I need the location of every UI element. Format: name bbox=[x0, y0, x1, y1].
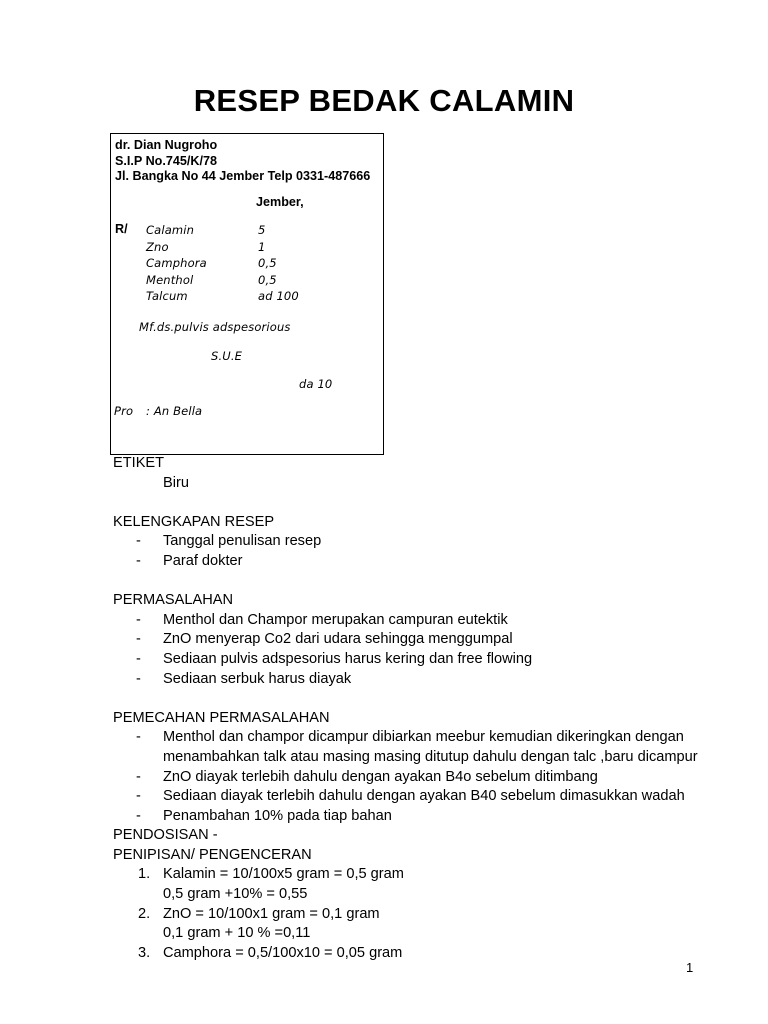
list-item bbox=[113, 865, 713, 904]
list-item-text: Tanggal penulisan resep bbox=[163, 533, 322, 550]
section-heading-penipisan: PENIPISAN/ PENGENCERAN bbox=[113, 846, 312, 863]
dash-bullet: - bbox=[136, 768, 141, 785]
signa-instruction: S.U.E bbox=[211, 349, 243, 363]
list-item bbox=[113, 532, 713, 552]
patient-name: : An Bella bbox=[146, 404, 203, 418]
list-item-text: Camphora = 0,5/100x10 = 0,05 gram bbox=[163, 944, 403, 961]
prescription-box-inner bbox=[111, 134, 385, 456]
dash-bullet: - bbox=[136, 611, 141, 628]
pemecahan-list bbox=[113, 728, 713, 826]
ingredient-name: Zno bbox=[146, 239, 169, 254]
ingredient-name: Camphora bbox=[146, 256, 207, 270]
rx-symbol: R/ bbox=[115, 222, 128, 236]
list-item-text: Kalamin = 10/100x5 gram = 0,5 gram bbox=[163, 866, 404, 883]
ingredient-amount: ad 100 bbox=[258, 289, 299, 303]
pendosisan-list bbox=[113, 865, 713, 963]
list-item bbox=[113, 905, 713, 944]
list-item bbox=[113, 807, 713, 827]
ingredient-row bbox=[146, 239, 381, 256]
section-heading-kelengkapan: KELENGKAPAN RESEP bbox=[113, 513, 275, 530]
list-item-continuation: 0,1 gram + 10 % =0,11 bbox=[163, 925, 311, 942]
list-item-text: ZnO menyerap Co2 dari udara sehingga menggumpal bbox=[163, 631, 513, 648]
compounding-instruction: Mf.ds.pulvis adspesorious bbox=[139, 320, 291, 334]
ingredient-name: Menthol bbox=[146, 272, 194, 287]
list-item bbox=[113, 650, 713, 670]
list-item-text: Menthol dan Champor merupakan campuran eutektik bbox=[163, 611, 508, 628]
dash-bullet: - bbox=[136, 788, 141, 805]
list-item bbox=[113, 611, 713, 631]
dash-bullet: - bbox=[136, 552, 141, 569]
dash-bullet: - bbox=[136, 650, 141, 667]
section-heading-etiket: ETIKET bbox=[113, 455, 165, 471]
quantity-instruction: da 10 bbox=[299, 377, 333, 391]
prescription-box bbox=[110, 133, 384, 455]
list-item bbox=[113, 728, 713, 767]
doctor-address: Jl. Bangka No 44 Jember Telp 0331-487666 bbox=[115, 169, 371, 183]
dash-bullet: - bbox=[136, 631, 141, 648]
list-item bbox=[113, 768, 713, 788]
doctor-sip: S.I.P No.745/K/78 bbox=[115, 153, 217, 168]
section-heading-permasalahan: PERMASALAHAN bbox=[113, 592, 234, 609]
list-item-text: ZnO = 10/100x1 gram = 0,1 gram bbox=[163, 905, 380, 922]
item-number: 2. bbox=[138, 905, 151, 922]
item-number: 1. bbox=[138, 866, 151, 883]
prescriber-header bbox=[115, 138, 405, 185]
kelengkapan-list bbox=[113, 532, 713, 571]
doctor-name: dr. Dian Nugroho bbox=[115, 138, 218, 152]
document-body bbox=[113, 454, 713, 963]
permasalahan-list bbox=[113, 611, 713, 689]
list-item-text: ZnO diayak terlebih dahulu dengan ayakan B4o sebelum ditimbang bbox=[163, 768, 598, 785]
ingredient-row bbox=[146, 222, 381, 239]
list-item-text: Sediaan diayak terlebih dahulu dengan ayakan B40 sebelum dimasukkan wadah bbox=[163, 788, 685, 805]
spacer bbox=[113, 572, 713, 592]
ingredient-amount: 0,5 bbox=[258, 272, 277, 287]
list-item bbox=[113, 944, 713, 964]
ingredient-list bbox=[146, 222, 381, 305]
dash-bullet: - bbox=[136, 670, 141, 687]
dash-bullet: - bbox=[136, 533, 141, 550]
ingredient-row bbox=[146, 288, 381, 305]
list-item bbox=[113, 630, 713, 650]
page-number: 1 bbox=[686, 960, 694, 975]
list-item-text: Sediaan pulvis adspesorius harus kering dan free flowing bbox=[163, 650, 533, 667]
list-item-text: Paraf dokter bbox=[163, 552, 243, 569]
list-item-text: Sediaan serbuk harus diayak bbox=[163, 670, 352, 687]
list-item bbox=[113, 552, 713, 572]
ingredient-row bbox=[146, 255, 381, 272]
etiket-value: Biru bbox=[163, 474, 189, 491]
ingredient-amount: 0,5 bbox=[258, 256, 277, 270]
spacer bbox=[113, 689, 713, 709]
ingredient-name: Calamin bbox=[146, 223, 195, 237]
spacer bbox=[113, 493, 713, 513]
list-item-text: Penambahan 10% pada tiap bahan bbox=[163, 807, 392, 824]
list-item bbox=[113, 787, 713, 807]
ingredient-name: Talcum bbox=[146, 289, 188, 303]
item-number: 3. bbox=[138, 944, 151, 961]
list-item bbox=[113, 670, 713, 690]
page-title: RESEP BEDAK CALAMIN bbox=[193, 83, 575, 118]
list-item-continuation: 0,5 gram +10% = 0,55 bbox=[163, 886, 308, 903]
section-heading-pendosisan: PENDOSISAN - bbox=[113, 827, 218, 844]
city-date: Jember, bbox=[256, 195, 304, 209]
dash-bullet: - bbox=[136, 729, 141, 746]
ingredient-amount: 1 bbox=[258, 239, 266, 254]
list-item-text: Menthol dan champor dicampur dibiarkan meebur kemudian dikeringkan dengan menambahkan talk atau masing masing ditutup dahulu dengan talc ,baru dicampur bbox=[163, 729, 698, 765]
patient-label: Pro bbox=[114, 404, 134, 418]
ingredient-amount: 5 bbox=[258, 223, 266, 237]
dash-bullet: - bbox=[136, 807, 141, 824]
ingredient-row bbox=[146, 272, 381, 289]
section-heading-pemecahan: PEMECAHAN PERMASALAHAN bbox=[113, 709, 330, 726]
